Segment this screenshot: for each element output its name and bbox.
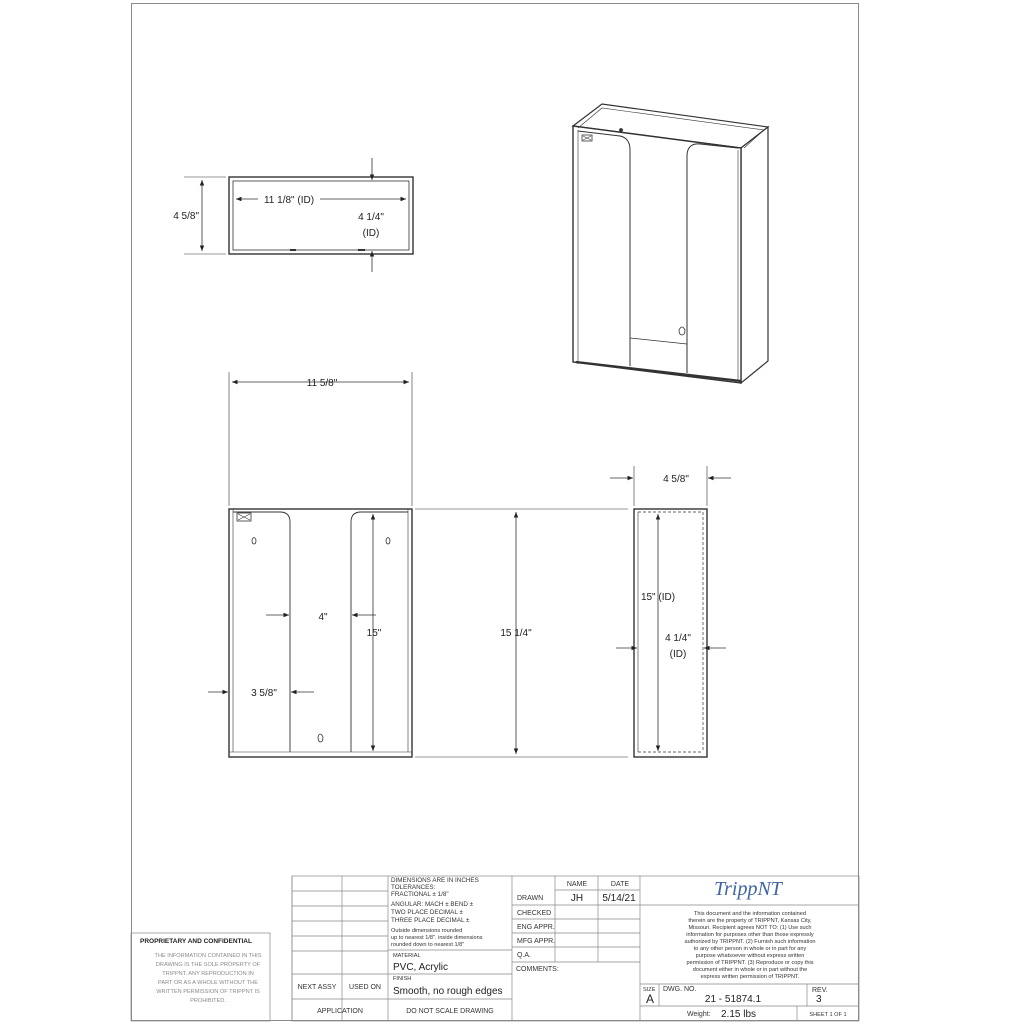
do-not-scale-note: DO NOT SCALE DRAWING <box>406 1008 494 1015</box>
application-label: APPLICATION <box>317 1008 363 1015</box>
isometric-view <box>573 104 768 383</box>
rounding-note-2: up to nearest 1/8". inside dimensions <box>391 935 483 941</box>
rounding-note-1: Outside dimensions rounded <box>391 928 463 934</box>
used-on-label: USED ON <box>349 984 381 991</box>
drawn-label: DRAWN <box>517 895 544 902</box>
checked-label: CHECKED <box>517 910 552 917</box>
size-label: SIZE <box>643 987 656 993</box>
proprietary-line-2: DRAWING IS THE SOLE PROPERTY OF <box>155 962 261 968</box>
front-overall-height-label: 15 1/4" <box>500 628 532 639</box>
proprietary-line-3: TRIPPNT. ANY REPRODUCTION IN <box>162 971 254 977</box>
side-view <box>610 466 731 757</box>
trippnt-logo: TrippNT <box>714 878 782 900</box>
finish-value: Smooth, no rough edges <box>393 986 503 997</box>
dwg-no-value: 21 - 51874.1 <box>704 994 762 1005</box>
proprietary-line-4: PART OR AS A WHOLE WITHOUT THE <box>158 980 258 986</box>
next-assy-label: NEXT ASSY <box>297 984 337 991</box>
side-inner-depth-label: 4 1/4" <box>665 633 691 644</box>
front-view-outer <box>229 509 412 757</box>
drawn-date: 5/14/21 <box>602 893 636 904</box>
sheet-number: SHEET 1 OF 1 <box>809 1012 847 1018</box>
side-inner-height-label: 15" (ID) <box>640 592 676 603</box>
weight-value: 2.15 lbs <box>721 1009 757 1020</box>
proprietary-title: PROPRIETARY AND CONFIDENTIAL <box>140 938 252 945</box>
top-inner-depth-label: 4 1/4" <box>358 212 384 223</box>
top-view-outer <box>229 177 413 254</box>
notice-line-5: authorized by TRIPPNT. (2) Furnish such information <box>684 939 816 945</box>
side-inner-depth-id-label: (ID) <box>669 649 687 660</box>
top-inner-depth-id-label: (ID) <box>362 228 380 239</box>
front-slot-width-label: 4" <box>318 612 328 623</box>
side-depth-label: 4 5/8" <box>663 474 689 485</box>
material-label: MATERIAL <box>393 953 421 959</box>
notice-line-1: This document and the information contained <box>694 911 806 917</box>
notice-line-9: document either in whole or in part without the <box>692 967 808 973</box>
front-side-offset-label: 3 5/8" <box>251 688 277 699</box>
name-header: NAME <box>566 881 588 888</box>
eng-appr-label: ENG APPR. <box>517 924 555 931</box>
notice-line-8: permission of TRIPPNT. (3) Reproduce or copy this <box>686 960 814 966</box>
notice-line-7: purpose whatsoever without express written <box>695 953 805 959</box>
rev-value: 3 <box>816 994 822 1005</box>
front-slot-height-label: 15" <box>366 628 382 639</box>
top-inner-width-label: 11 1/8" (ID) <box>263 195 315 206</box>
tolerance-note-5: TWO PLACE DECIMAL ± <box>391 909 463 916</box>
front-view <box>208 372 628 757</box>
material-value: PVC, Acrylic <box>393 962 449 973</box>
mfg-appr-label: MFG APPR. <box>517 938 556 945</box>
rev-label: REV. <box>812 987 828 994</box>
tolerance-note-3: FRACTIONAL ± 1/8" <box>391 891 449 898</box>
tolerance-note-1: DIMENSIONS ARE IN INCHES <box>391 877 479 884</box>
notice-line-6: to any other person in whole or in part for any <box>693 946 807 952</box>
proprietary-line-6: PROHIBITED. <box>190 998 226 1004</box>
size-value: A <box>646 992 655 1006</box>
tolerance-note-6: THREE PLACE DECIMAL ± <box>391 917 470 924</box>
top-outer-height-label: 4 5/8" <box>173 211 199 222</box>
notice-line-2: therein are the property of TRIPPNT, Kansas City, <box>688 918 812 924</box>
weight-label: Weight: <box>687 1011 711 1018</box>
qa-label: Q.A. <box>517 952 532 959</box>
tolerance-note-4: ANGULAR: MACH ± BEND ± <box>391 901 474 908</box>
rounding-note-3: rounded down to nearest 1/8" <box>391 942 465 948</box>
notice-line-10: express written permission of TRIPPNT. <box>700 974 800 980</box>
drawn-name: JH <box>570 893 584 904</box>
notice-line-3: Missouri. Recipient agrees NOT TO: (1) Use such <box>688 925 812 931</box>
finish-label: FINISH <box>393 976 412 982</box>
front-overall-width-label: 11 5/8" <box>306 378 338 389</box>
proprietary-line-1: THE INFORMATION CONTAINED IN THIS <box>154 953 262 959</box>
notice-line-4: information for purposes other than those expressly <box>686 932 814 938</box>
date-header: DATE <box>610 881 630 888</box>
tolerance-note-2: TOLERANCES: <box>391 884 436 891</box>
dwg-no-label: DWG. NO. <box>663 986 697 993</box>
proprietary-line-5: WRITTEN PERMISSION OF TRIPPNT IS <box>156 989 260 995</box>
comments-label: COMMENTS: <box>516 966 559 973</box>
